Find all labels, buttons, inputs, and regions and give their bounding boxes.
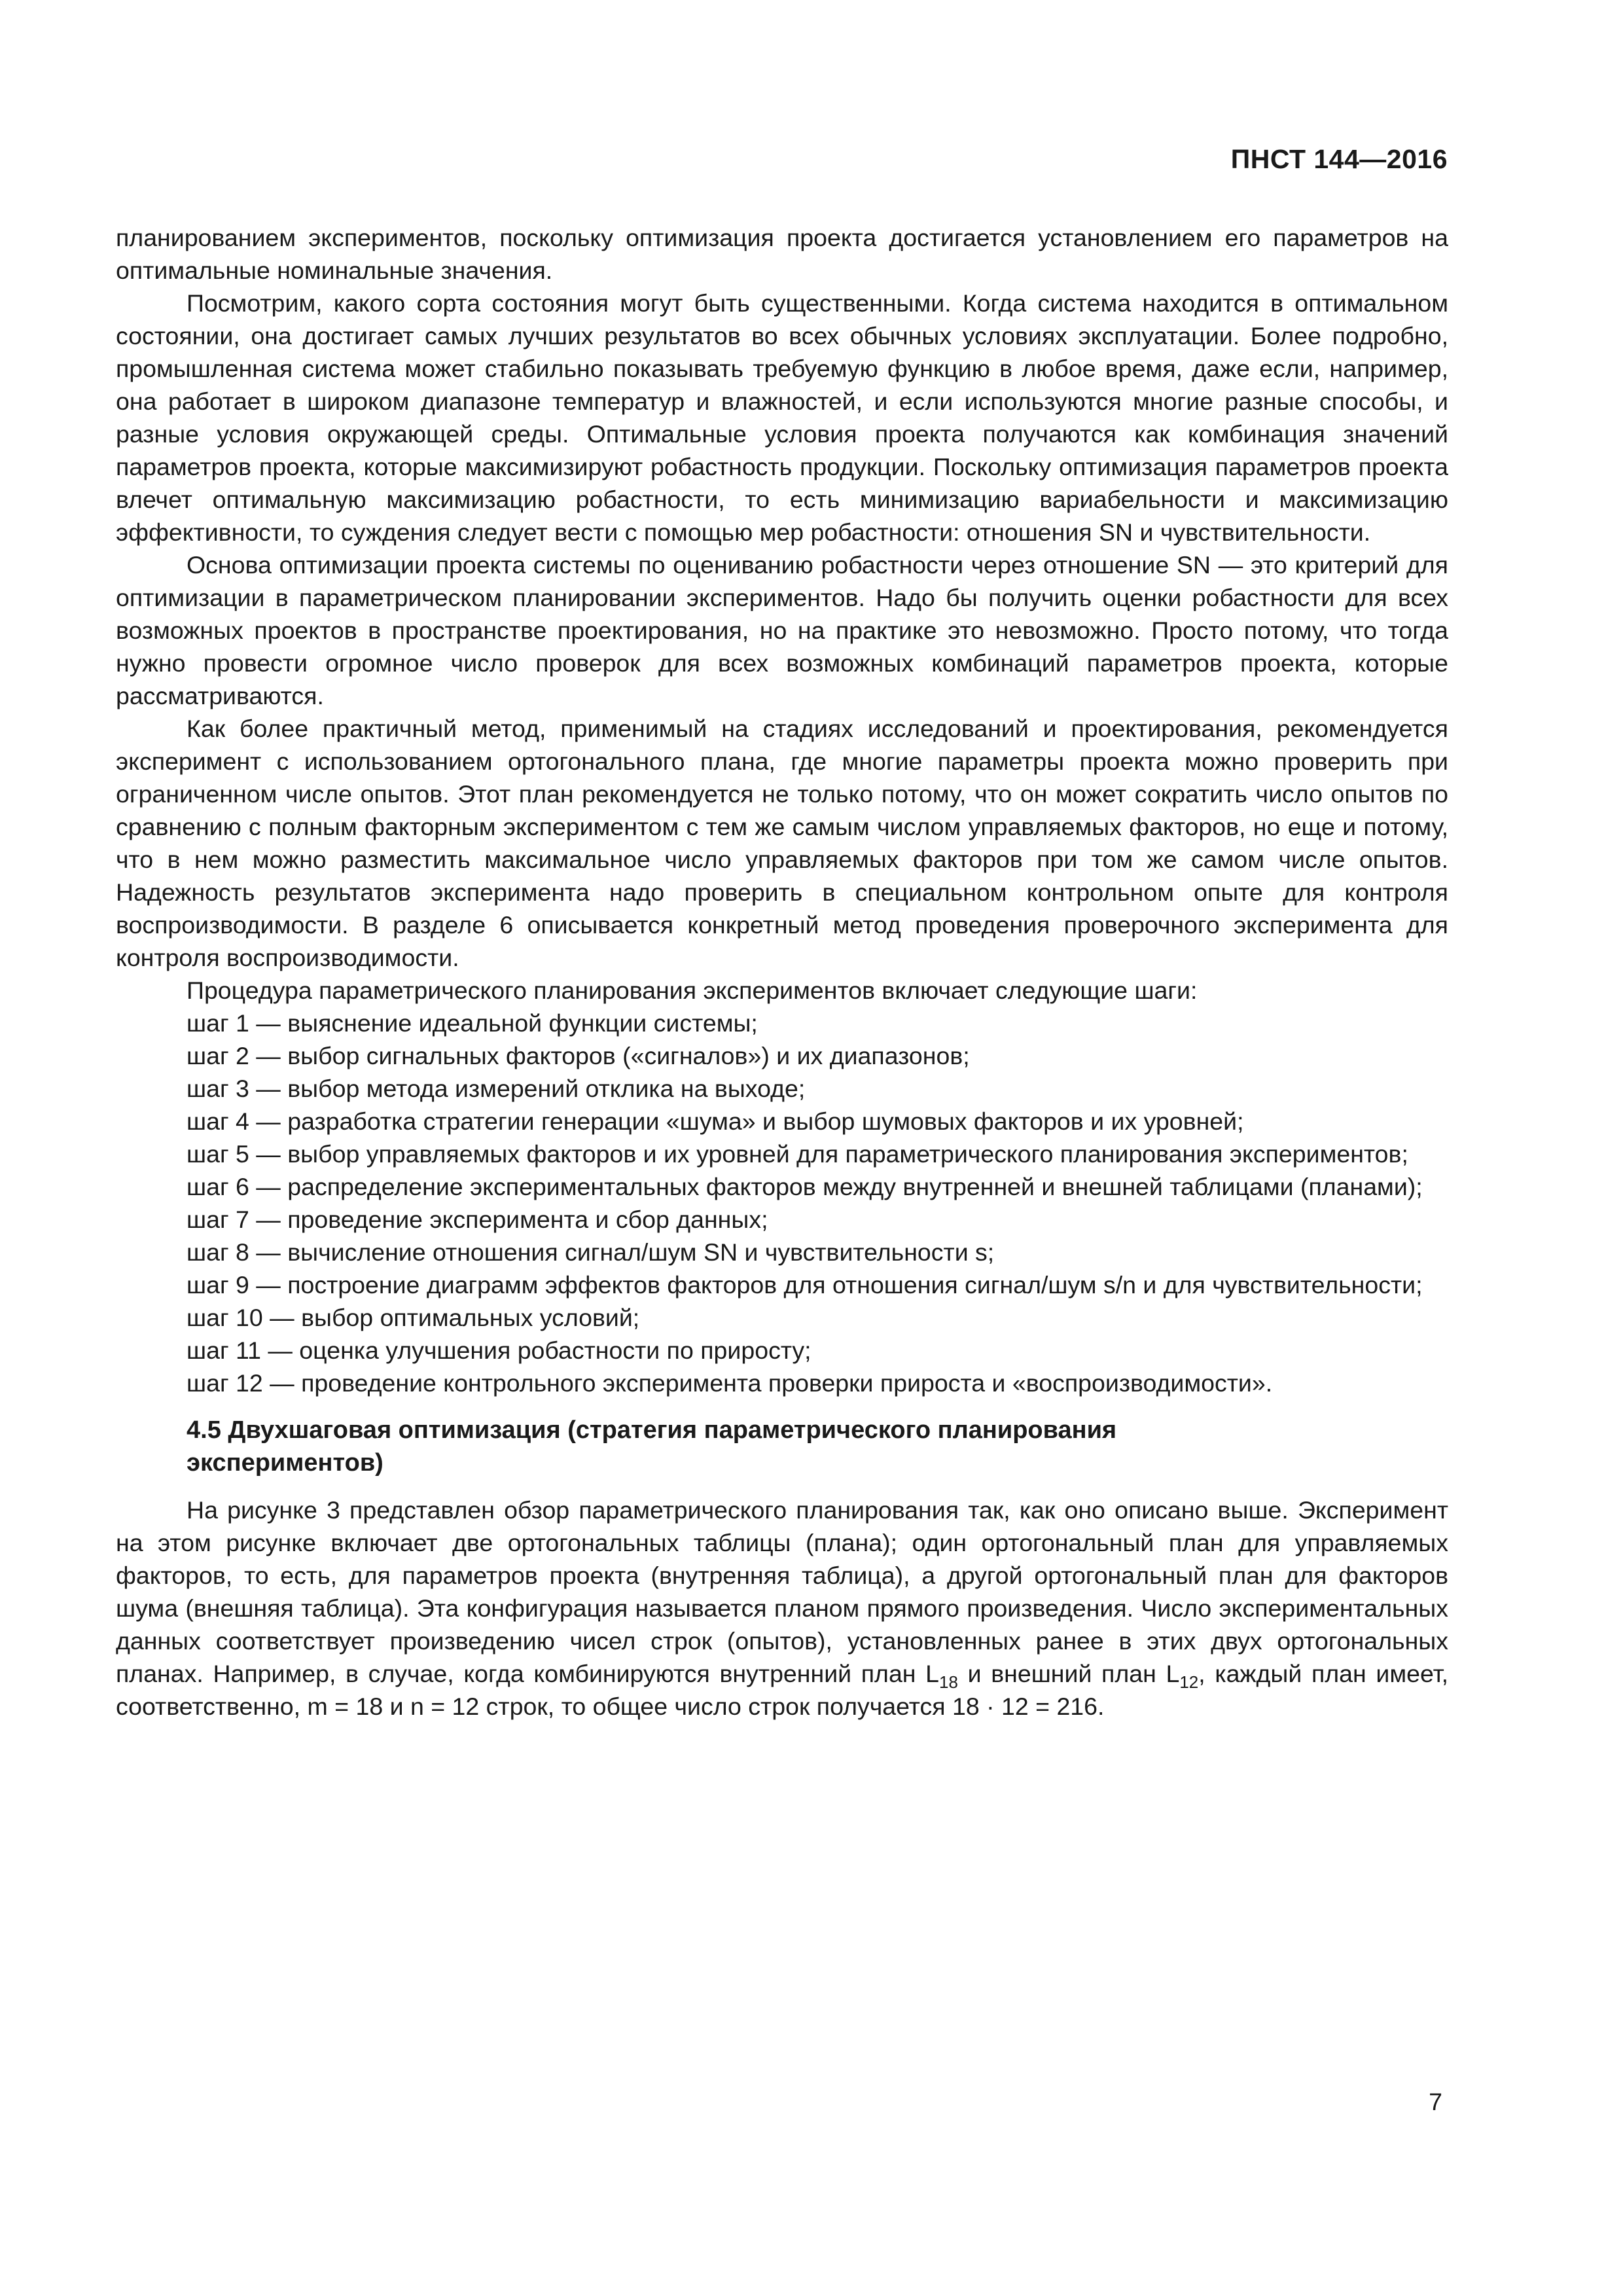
subscript: 18 bbox=[939, 1672, 958, 1692]
paragraph: Основа оптимизации проекта системы по оцениванию робастности через отношение SN — это критерий для оптимизации в параметрическом планировании экспериментов. Надо бы получить оценки робастности для всех возможных проектов в пространстве проектирования, но на практике это невозможно. Просто потому, что тогда нужно провести огромное число проверок для всех возможных комбинаций параметров проекта, которые рассматриваются. bbox=[116, 551, 1448, 709]
list-item: шаг 12 — проведение контрольного эксперимента проверки прироста и «воспроизводимости». bbox=[187, 1369, 1273, 1397]
text-run: На рисунке 3 представлен обзор параметрического планирования так, как оно описано выше. Эксперимент на этом рисунке включает две ортогональных таблицы (плана); один ортогональный план для управляемых факторов, то есть, для параметров проекта (внутренняя таблица), а другой ортогональный план для факторов шума (внешняя таблица). Эта конфигурация называется планом прямого произведения. Число экспериментальных данных соответствует произведению чисел строк (опытов), установленных ранее в этих двух ортогональных планах. Например, в случае, когда комбинируются внутренний план L bbox=[116, 1496, 1448, 1687]
section-paragraph bbox=[116, 1494, 1448, 1723]
page-body bbox=[116, 221, 1448, 1723]
subscript: 12 bbox=[1179, 1672, 1199, 1692]
text-run: , каждый план имеет, соответственно, m = 18 и n = 12 строк, то общее число строк получается 18 · 12 = 216. bbox=[116, 1660, 1449, 1720]
paragraph: Посмотрим, какого сорта состояния могут быть существенными. Когда система находится в оптимальном состоянии, она достигает самых лучших результатов во всех обычных условиях эксплуатации. Более подробно, промышленная система может стабильно показывать требуемую функцию в любое время, даже если, например, она работает в широком диапазоне температур и влажностей, и если используются многие разные способы, и разные условия окружающей среды. Оптимальные условия проекта получаются как комбинация значений параметров проекта, которые максимизируют робастность продукции. Поскольку оптимизация параметров проекта влечет оптимальную максимизацию робастности, то есть минимизацию вариабельности и максимизацию эффективности, то суждения следует вести с помощью мер робастности: отношения SN и чувствительности. bbox=[116, 289, 1448, 546]
paragraph-steps-intro: Процедура параметрического планирования экспериментов включает следующие шаги: bbox=[187, 977, 1198, 1004]
list-item: шаг 7 — проведение эксперимента и сбор данных; bbox=[187, 1206, 768, 1233]
list-item: шаг 10 — выбор оптимальных условий; bbox=[187, 1304, 640, 1331]
list-item: шаг 1 — выяснение идеальной функции системы; bbox=[187, 1009, 758, 1037]
document-code: ПНСТ 144—2016 bbox=[1230, 144, 1448, 174]
text-run: и внешний план L bbox=[957, 1660, 1180, 1687]
section-heading-line: 4.5 Двухшаговая оптимизация (стратегия параметрического планирования bbox=[187, 1416, 1117, 1444]
section-heading bbox=[187, 1414, 1448, 1479]
list-item: шаг 5 — выбор управляемых факторов и их уровней для параметрического планирования экспериментов; bbox=[187, 1140, 1408, 1168]
section-heading-line: экспериментов) bbox=[187, 1449, 383, 1477]
list-item: шаг 3 — выбор метода измерений отклика на выходе; bbox=[187, 1075, 806, 1102]
paragraph-continuation: планированием экспериментов, поскольку оптимизация проекта достигается установлением его параметров на оптимальные номинальные значения. bbox=[116, 224, 1448, 284]
list-item: шаг 8 — вычисление отношения сигнал/шум SN и чувствительности s; bbox=[187, 1238, 995, 1266]
paragraph: Как более практичный метод, применимый на стадиях исследований и проектирования, рекомендуется эксперимент с использованием ортогонального плана, где многие параметры проекта можно проверить при ограниченном числе опытов. Этот план рекомендуется не только потому, что он может сократить число опытов по сравнению с полным факторным экспериментом с тем же самым числом управляемых факторов, но еще и потому, что в нем можно разместить максимальное число управляемых факторов при том же самом числе опытов. Надежность результатов эксперимента надо проверить в специальном контрольном опыте для контроля воспроизводимости. В разделе 6 описывается конкретный метод проведения проверочного эксперимента для контроля воспроизводимости. bbox=[116, 715, 1448, 971]
list-item: шаг 4 — разработка стратегии генерации «шума» и выбор шумовых факторов и их уровней; bbox=[187, 1107, 1244, 1135]
list-item: шаг 6 — распределение экспериментальных факторов между внутренней и внешней таблицами (планами); bbox=[187, 1173, 1423, 1200]
steps-list bbox=[116, 1007, 1448, 1399]
page-number: 7 bbox=[1429, 2088, 1442, 2115]
list-item: шаг 9 — построение диаграмм эффектов факторов для отношения сигнал/шум s/n и для чувствительности; bbox=[187, 1271, 1423, 1299]
list-item: шаг 11 — оценка улучшения робастности по приросту; bbox=[187, 1336, 812, 1364]
list-item: шаг 2 — выбор сигнальных факторов («сигналов») и их диапазонов; bbox=[187, 1042, 970, 1069]
